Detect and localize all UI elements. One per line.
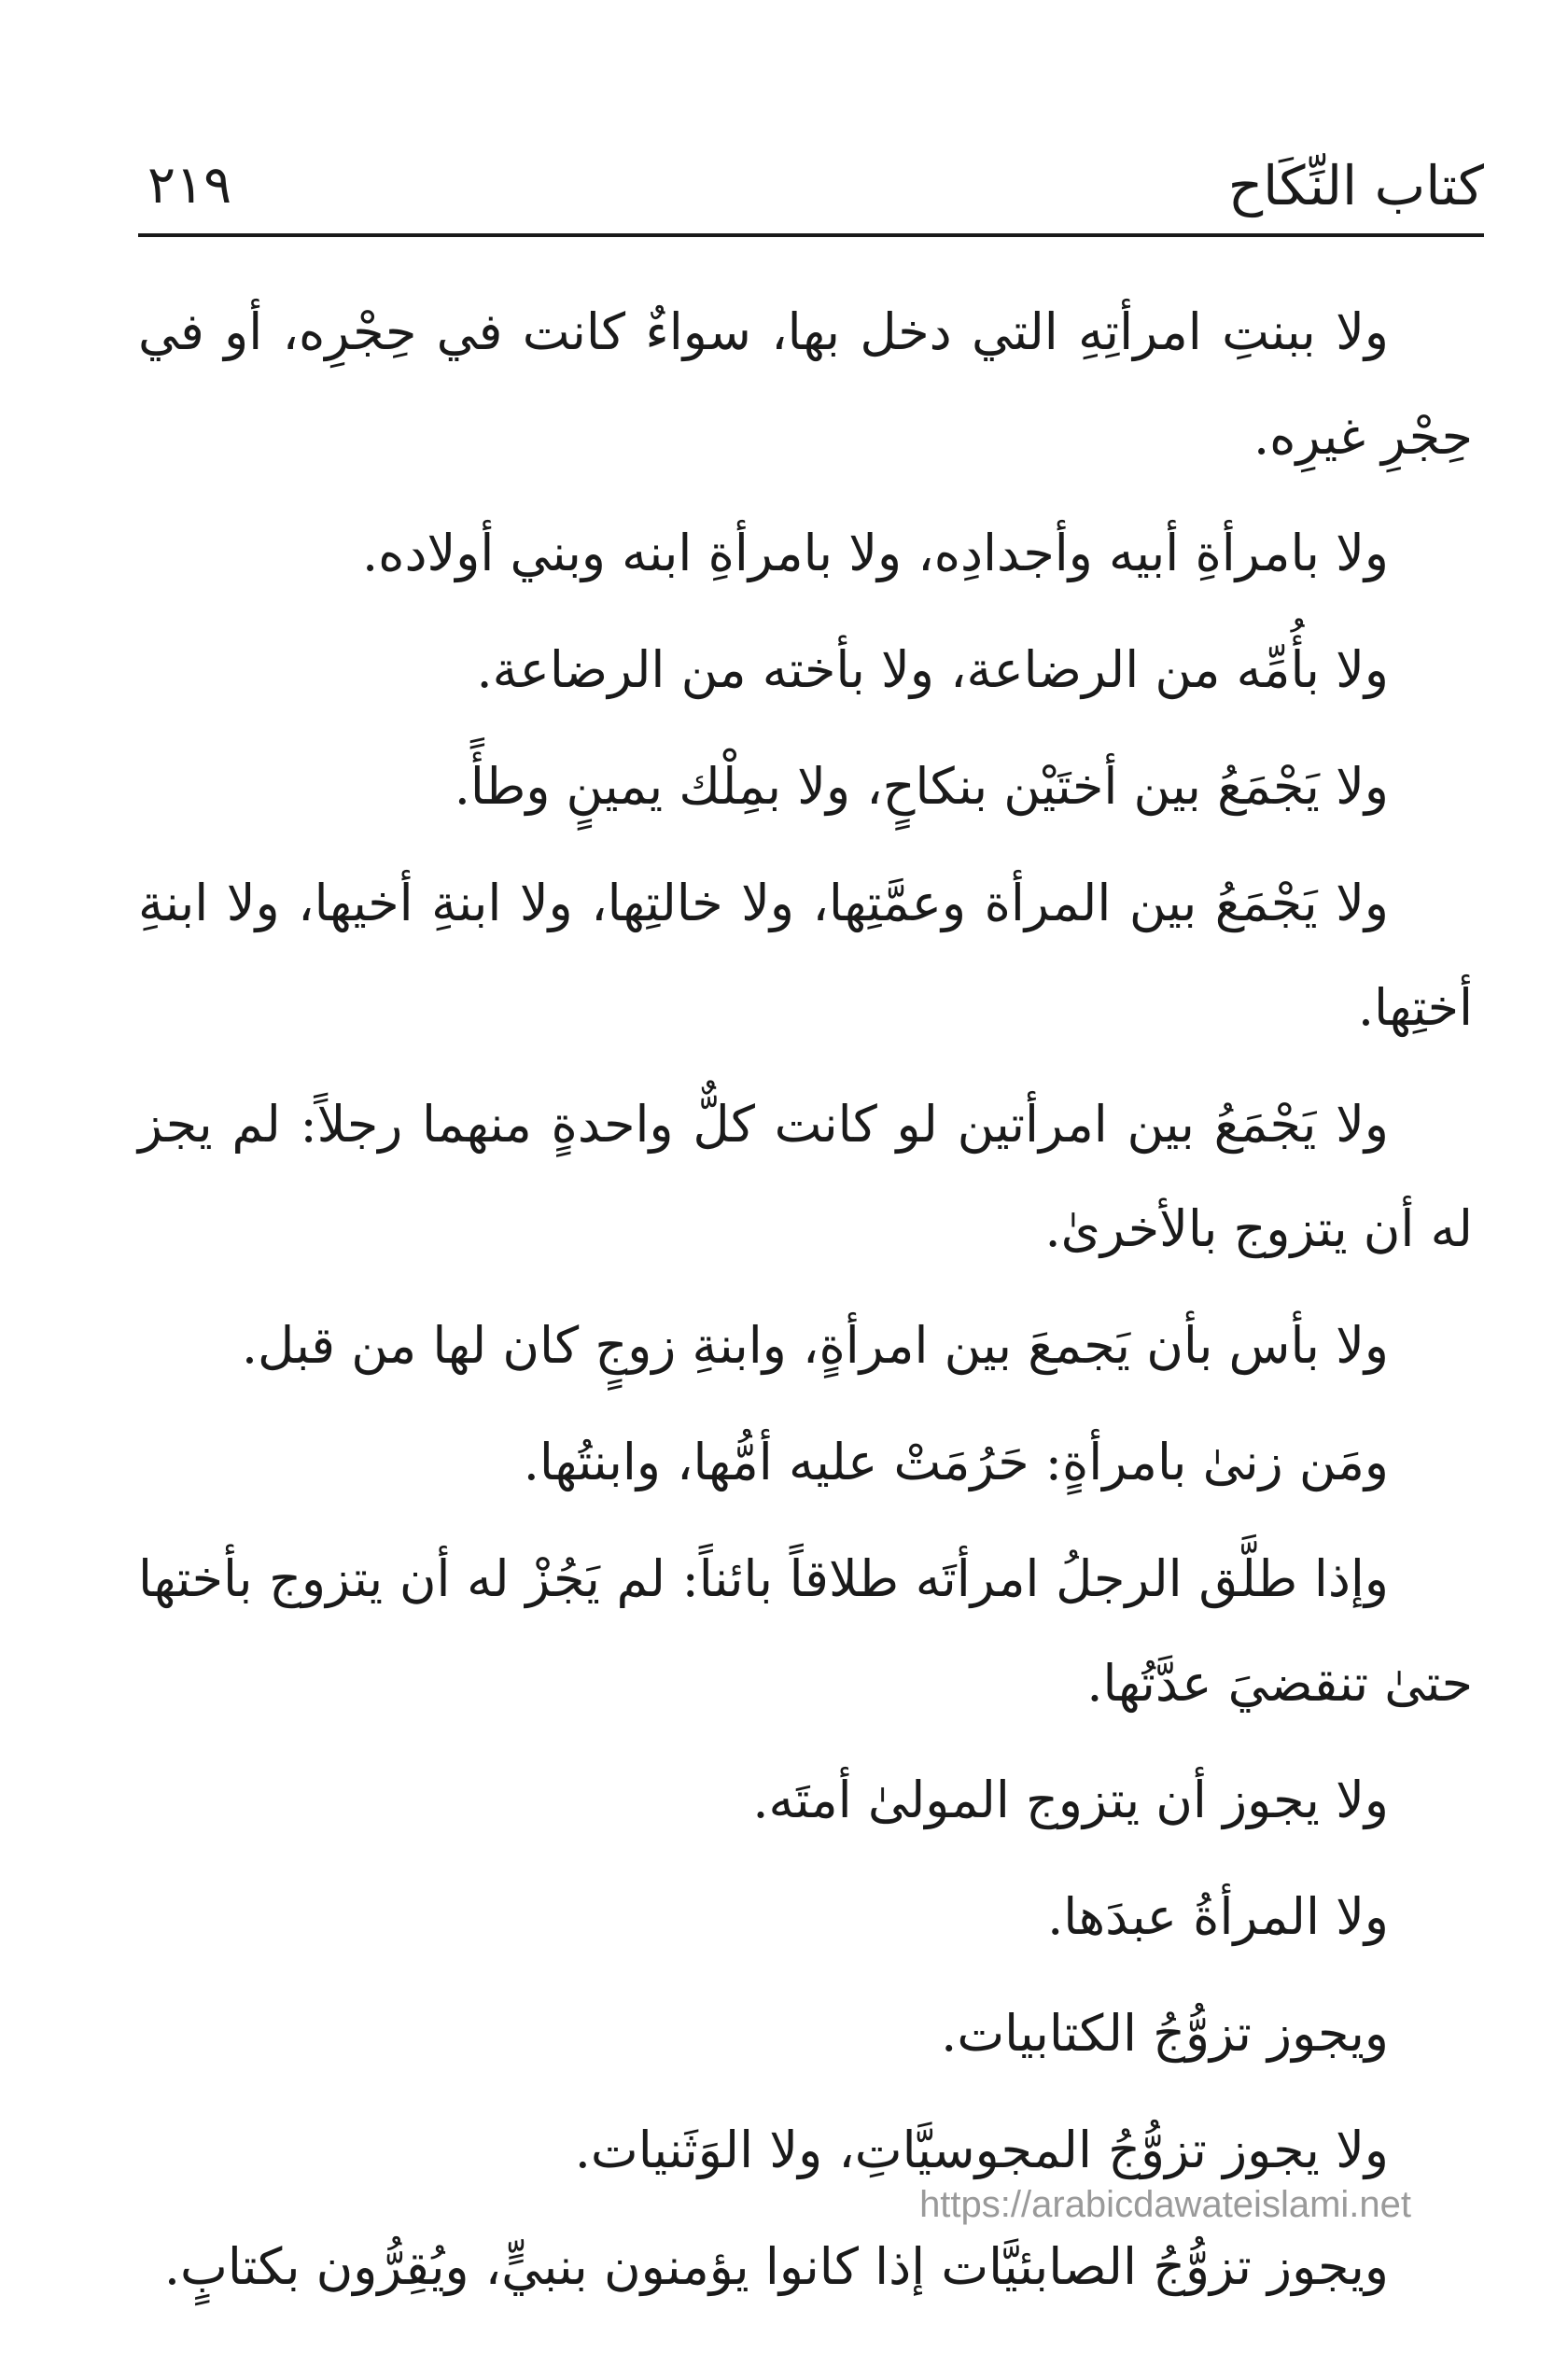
paragraph-12: ويجوز تزوُّجُ الكتابيات.	[941, 2004, 1389, 2063]
paragraph-4: ولا يَجْمَعُ بين أختَيْن بنكاحٍ، ولا بمِلْك يمينٍ وطأً.	[454, 757, 1389, 816]
body-text	[138, 280, 1473, 2331]
paragraph-14: ويجوز تزوُّجُ الصابئيَّات إذا كانوا يؤمنون بنبيٍّ، ويُقِرُّون بكتابٍ.	[163, 2237, 1389, 2296]
paragraph-5: ولا يَجْمَعُ بين المرأة وعمَّتِها، ولا خالتِها، ولا ابنةِ أخيها، ولا ابنةِ أختِها.	[138, 874, 1473, 1037]
running-header	[138, 145, 1484, 237]
paragraph-8: ومَن زنىٰ بامرأةٍ: حَرُمَتْ عليه أمُّها، وابنتُها.	[523, 1433, 1389, 1491]
paragraph-3: ولا بأُمِّه من الرضاعة، ولا بأخته من الرضاعة.	[476, 640, 1389, 699]
page-number: ٢١٩	[147, 155, 232, 216]
paragraph-10: ولا يجوز أن يتزوج المولىٰ أمتَه.	[752, 1771, 1389, 1829]
paragraph-11: ولا المرأةُ عبدَها.	[1047, 1887, 1389, 1946]
paragraph-6: ولا يَجْمَعُ بين امرأتين لو كانت كلٌّ واحدةٍ منهما رجلاً: لم يجز له أن يتزوج بالأخرىٰ.	[138, 1095, 1473, 1258]
paragraph-7: ولا بأس بأن يَجمعَ بين امرأةٍ، وابنةِ زوجٍ كان لها من قبل.	[241, 1316, 1389, 1375]
paragraph-1: ولا ببنتِ امرأتِهِ التي دخل بها، سواءٌ كانت في حِجْرِه، أو في حِجْرِ غيرِه.	[138, 302, 1473, 466]
paragraph-2: ولا بامرأةِ أبيه وأجدادِه، ولا بامرأةِ ابنه وبني أولاده.	[362, 524, 1389, 582]
paragraph-13: ولا يجوز تزوُّجُ المجوسيَّاتِ، ولا الوَثَنيات.	[574, 2121, 1389, 2179]
chapter-title: كتاب النِّكَاح	[1227, 154, 1484, 217]
paragraph-9: وإذا طلَّق الرجلُ امرأتَه طلاقاً بائناً: لم يَجُزْ له أن يتزوج بأختها حتىٰ تنقضيَ عدَّتُها.	[138, 1549, 1473, 1713]
watermark-url: https://arabicdawateislami.net	[919, 2184, 1411, 2225]
